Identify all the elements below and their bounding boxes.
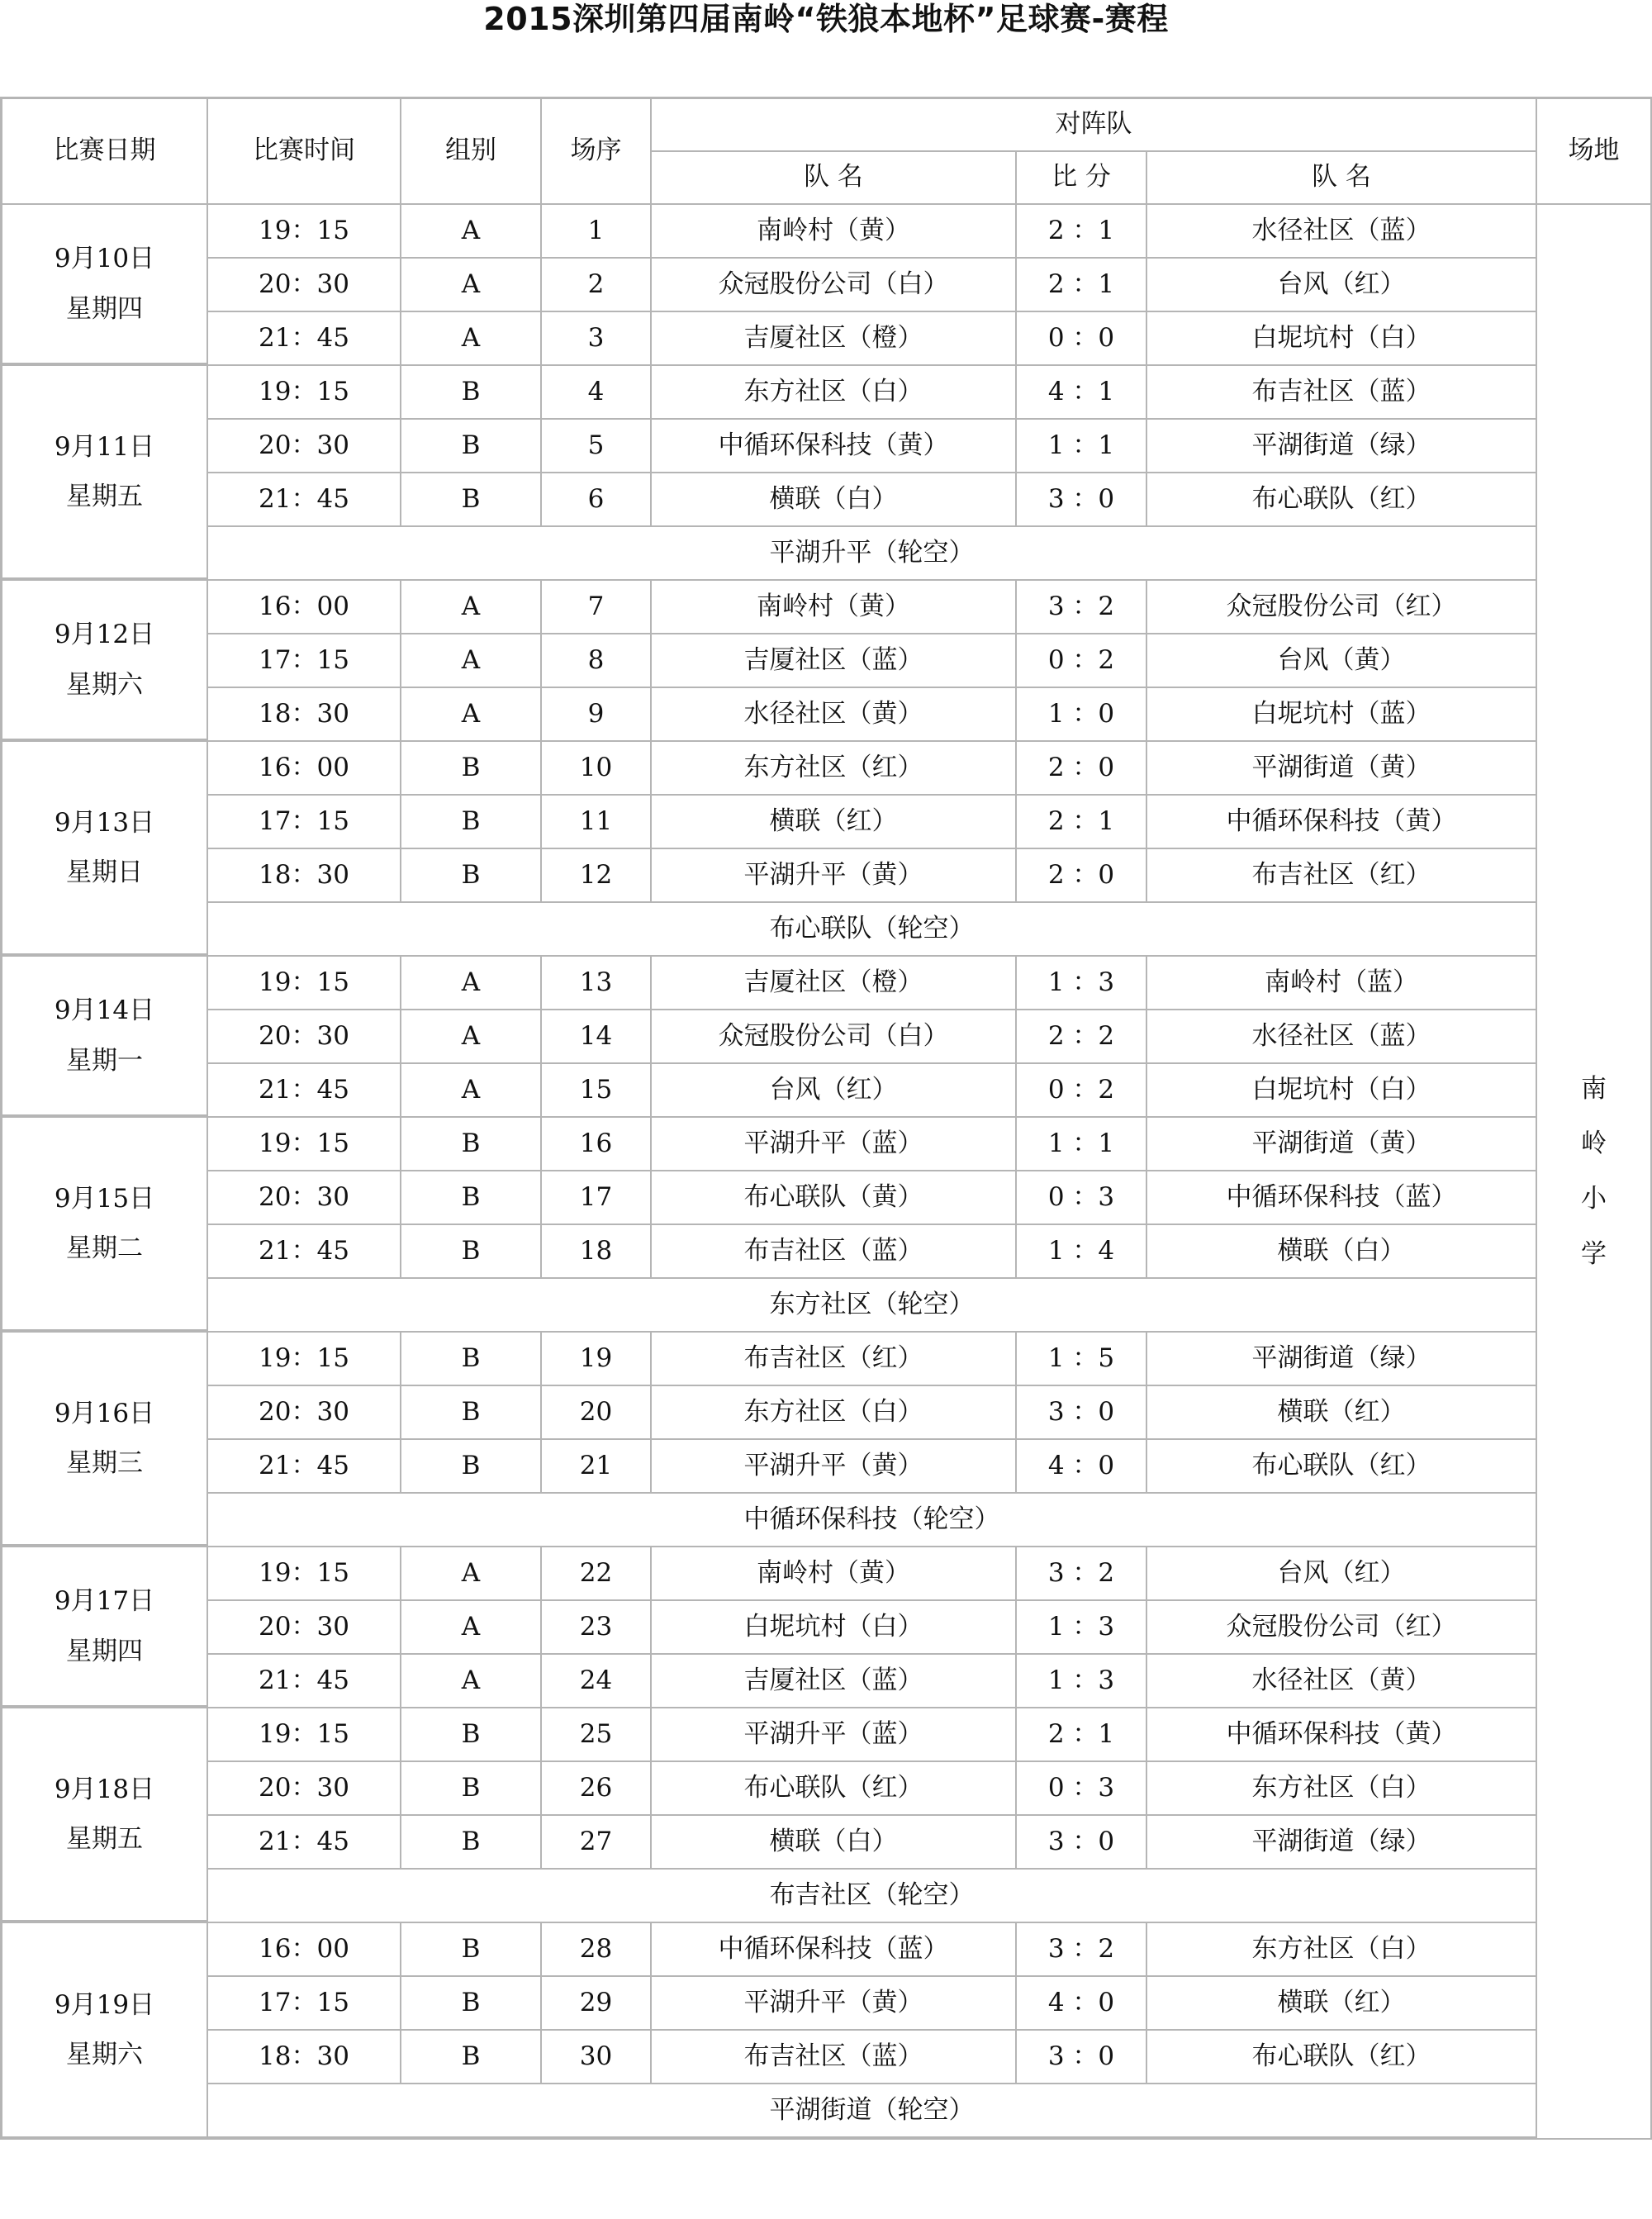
match-time: 19：15 bbox=[208, 957, 401, 1010]
match-seq: 8 bbox=[542, 634, 652, 688]
match-row bbox=[0, 1655, 1652, 1708]
team2-name: 众冠股份公司（红） bbox=[1147, 581, 1537, 634]
team1-name: 布心联队（黄） bbox=[652, 1171, 1017, 1225]
match-time: 20：30 bbox=[208, 1762, 401, 1816]
match-group: A bbox=[401, 688, 542, 742]
match-seq: 3 bbox=[542, 312, 652, 366]
team2-name: 白坭坑村（蓝） bbox=[1147, 688, 1537, 742]
match-seq: 10 bbox=[542, 742, 652, 796]
match-seq: 24 bbox=[542, 1655, 652, 1708]
match-group: A bbox=[401, 1655, 542, 1708]
weekday-label: 星期四 bbox=[66, 293, 143, 324]
match-group: B bbox=[401, 1386, 542, 1440]
team1-name: 布吉社区（蓝） bbox=[652, 2031, 1017, 2084]
match-score: 2 ：1 bbox=[1017, 796, 1147, 849]
match-score: 0 ：2 bbox=[1017, 1064, 1147, 1118]
team2-name: 中循环保科技（黄） bbox=[1147, 1708, 1537, 1762]
team1-name: 吉厦社区（橙） bbox=[652, 312, 1017, 366]
match-score: 2 ：2 bbox=[1017, 1010, 1147, 1064]
match-score: 3 ：2 bbox=[1017, 581, 1147, 634]
match-time: 17：15 bbox=[208, 634, 401, 688]
match-row bbox=[0, 2031, 1652, 2084]
match-seq: 19 bbox=[542, 1333, 652, 1386]
bye-row bbox=[0, 1494, 1652, 1547]
match-seq: 11 bbox=[542, 796, 652, 849]
match-time: 19：15 bbox=[208, 1333, 401, 1386]
match-time: 20：30 bbox=[208, 1010, 401, 1064]
match-row bbox=[0, 1977, 1652, 2031]
match-time: 18：30 bbox=[208, 688, 401, 742]
team2-name: 台风（红） bbox=[1147, 1547, 1537, 1601]
match-seq: 2 bbox=[542, 259, 652, 312]
team2-name: 平湖街道（黄） bbox=[1147, 742, 1537, 796]
match-score: 3 ：0 bbox=[1017, 1816, 1147, 1870]
match-time: 16：00 bbox=[208, 742, 401, 796]
bye-row bbox=[0, 1279, 1652, 1333]
header-seq: 场序 bbox=[542, 97, 652, 205]
match-row bbox=[0, 1708, 1652, 1762]
match-group: B bbox=[401, 1333, 542, 1386]
match-time: 21：45 bbox=[208, 1655, 401, 1708]
match-group: B bbox=[401, 849, 542, 903]
team1-name: 横联（白） bbox=[652, 1816, 1017, 1870]
team2-name: 平湖街道（绿） bbox=[1147, 1333, 1537, 1386]
team1-name: 南岭村（黄） bbox=[652, 205, 1017, 259]
bye-row bbox=[0, 527, 1652, 581]
match-time: 19：15 bbox=[208, 366, 401, 420]
header-group: 组别 bbox=[401, 97, 542, 205]
match-group: B bbox=[401, 1816, 542, 1870]
match-row bbox=[0, 312, 1652, 366]
match-date bbox=[0, 957, 208, 1118]
match-row bbox=[0, 957, 1652, 1010]
header-team2: 队 名 bbox=[1147, 152, 1537, 205]
bye-team: 东方社区（轮空） bbox=[208, 1279, 1537, 1333]
weekday-label: 星期一 bbox=[66, 1045, 143, 1076]
match-date bbox=[0, 742, 208, 957]
weekday-label: 星期二 bbox=[66, 1233, 143, 1263]
team1-name: 平湖升平（蓝） bbox=[652, 1118, 1017, 1171]
match-group: B bbox=[401, 1118, 542, 1171]
match-seq: 27 bbox=[542, 1816, 652, 1870]
match-time: 21：45 bbox=[208, 1816, 401, 1870]
team1-name: 东方社区（白） bbox=[652, 366, 1017, 420]
match-time: 19：15 bbox=[208, 1547, 401, 1601]
page-title: 2015深圳第四届南岭“铁狼本地杯”足球赛-赛程 bbox=[483, 1, 1169, 37]
match-seq: 30 bbox=[542, 2031, 652, 2084]
team2-name: 东方社区（白） bbox=[1147, 1762, 1537, 1816]
match-seq: 17 bbox=[542, 1171, 652, 1225]
date-label: 9月18日 bbox=[54, 1774, 155, 1804]
match-time: 21：45 bbox=[208, 473, 401, 527]
match-group: A bbox=[401, 259, 542, 312]
date-label: 9月15日 bbox=[54, 1183, 155, 1214]
header-team1: 队 名 bbox=[652, 152, 1017, 205]
header-venue: 场地 bbox=[1537, 97, 1652, 205]
team1-name: 中循环保科技（黄） bbox=[652, 420, 1017, 473]
match-seq: 23 bbox=[542, 1601, 652, 1655]
match-row bbox=[0, 259, 1652, 312]
match-score: 0 ：3 bbox=[1017, 1171, 1147, 1225]
match-group: B bbox=[401, 1977, 542, 2031]
match-time: 20：30 bbox=[208, 420, 401, 473]
match-row bbox=[0, 1171, 1652, 1225]
match-score: 3 ：2 bbox=[1017, 1547, 1147, 1601]
match-group: A bbox=[401, 1010, 542, 1064]
match-date bbox=[0, 205, 208, 366]
match-row bbox=[0, 1762, 1652, 1816]
team1-name: 平湖升平（黄） bbox=[652, 1440, 1017, 1494]
match-seq: 21 bbox=[542, 1440, 652, 1494]
match-time: 21：45 bbox=[208, 1064, 401, 1118]
match-group: B bbox=[401, 1225, 542, 1279]
team2-name: 台风（黄） bbox=[1147, 634, 1537, 688]
team2-name: 台风（红） bbox=[1147, 259, 1537, 312]
match-time: 16：00 bbox=[208, 581, 401, 634]
match-row bbox=[0, 1118, 1652, 1171]
match-group: A bbox=[401, 1601, 542, 1655]
match-row bbox=[0, 1440, 1652, 1494]
bye-row bbox=[0, 1870, 1652, 1923]
match-score: 2 ：0 bbox=[1017, 849, 1147, 903]
team2-name: 南岭村（蓝） bbox=[1147, 957, 1537, 1010]
match-score: 0 ：2 bbox=[1017, 634, 1147, 688]
match-time: 18：30 bbox=[208, 849, 401, 903]
date-label: 9月19日 bbox=[54, 1989, 155, 2020]
match-row bbox=[0, 1601, 1652, 1655]
match-row bbox=[0, 1816, 1652, 1870]
team1-name: 平湖升平（黄） bbox=[652, 1977, 1017, 2031]
team1-name: 平湖升平（黄） bbox=[652, 849, 1017, 903]
match-time: 21：45 bbox=[208, 1440, 401, 1494]
date-label: 9月13日 bbox=[54, 807, 155, 838]
team2-name: 水径社区（蓝） bbox=[1147, 205, 1537, 259]
team1-name: 白坭坑村（白） bbox=[652, 1601, 1017, 1655]
match-seq: 15 bbox=[542, 1064, 652, 1118]
team2-name: 水径社区（蓝） bbox=[1147, 1010, 1537, 1064]
team1-name: 台风（红） bbox=[652, 1064, 1017, 1118]
match-group: B bbox=[401, 1762, 542, 1816]
match-score: 1 ：1 bbox=[1017, 420, 1147, 473]
team1-name: 横联（红） bbox=[652, 796, 1017, 849]
team2-name: 横联（白） bbox=[1147, 1225, 1537, 1279]
match-seq: 16 bbox=[542, 1118, 652, 1171]
bye-team: 布心联队（轮空） bbox=[208, 903, 1537, 957]
date-label: 9月12日 bbox=[54, 620, 155, 650]
weekday-label: 星期四 bbox=[66, 1636, 143, 1666]
match-row bbox=[0, 1064, 1652, 1118]
match-seq: 1 bbox=[542, 205, 652, 259]
match-row bbox=[0, 742, 1652, 796]
team2-name: 布心联队（红） bbox=[1147, 473, 1537, 527]
match-date bbox=[0, 366, 208, 581]
venue-char: 学 bbox=[1581, 1238, 1607, 1269]
venue-char: 南 bbox=[1581, 1073, 1607, 1104]
match-group: B bbox=[401, 473, 542, 527]
match-score: 1 ：4 bbox=[1017, 1225, 1147, 1279]
match-row bbox=[0, 420, 1652, 473]
weekday-label: 星期三 bbox=[66, 1448, 143, 1478]
match-seq: 18 bbox=[542, 1225, 652, 1279]
match-score: 2 ：0 bbox=[1017, 742, 1147, 796]
team2-name: 横联（红） bbox=[1147, 1386, 1537, 1440]
match-time: 19：15 bbox=[208, 205, 401, 259]
match-row bbox=[0, 1923, 1652, 1977]
date-label: 9月10日 bbox=[54, 244, 155, 274]
schedule-body bbox=[0, 97, 1652, 2140]
match-time: 17：15 bbox=[208, 1977, 401, 2031]
date-label: 9月17日 bbox=[54, 1586, 155, 1617]
match-time: 20：30 bbox=[208, 1601, 401, 1655]
team1-name: 吉厦社区（橙） bbox=[652, 957, 1017, 1010]
weekday-label: 星期六 bbox=[66, 669, 143, 700]
team1-name: 吉厦社区（蓝） bbox=[652, 1655, 1017, 1708]
team2-name: 布心联队（红） bbox=[1147, 2031, 1537, 2084]
match-seq: 20 bbox=[542, 1386, 652, 1440]
team2-name: 白坭坑村（白） bbox=[1147, 312, 1537, 366]
match-seq: 6 bbox=[542, 473, 652, 527]
match-date bbox=[0, 1923, 208, 2140]
match-row bbox=[0, 1386, 1652, 1440]
bye-team: 平湖升平（轮空） bbox=[208, 527, 1537, 581]
team1-name: 东方社区（红） bbox=[652, 742, 1017, 796]
match-group: B bbox=[401, 796, 542, 849]
match-seq: 28 bbox=[542, 1923, 652, 1977]
team2-name: 平湖街道（绿） bbox=[1147, 420, 1537, 473]
date-label: 9月14日 bbox=[54, 995, 155, 1026]
team2-name: 中循环保科技（蓝） bbox=[1147, 1171, 1537, 1225]
bye-row bbox=[0, 903, 1652, 957]
team1-name: 平湖升平（蓝） bbox=[652, 1708, 1017, 1762]
match-group: A bbox=[401, 205, 542, 259]
match-group: A bbox=[401, 581, 542, 634]
match-row bbox=[0, 1333, 1652, 1386]
header-score: 比 分 bbox=[1017, 152, 1147, 205]
match-group: B bbox=[401, 1440, 542, 1494]
match-time: 20：30 bbox=[208, 259, 401, 312]
bye-team: 平湖街道（轮空） bbox=[208, 2084, 1537, 2140]
match-group: B bbox=[401, 420, 542, 473]
team2-name: 中循环保科技（黄） bbox=[1147, 796, 1537, 849]
header-date: 比赛日期 bbox=[0, 97, 208, 205]
team2-name: 平湖街道（黄） bbox=[1147, 1118, 1537, 1171]
team2-name: 水径社区（黄） bbox=[1147, 1655, 1537, 1708]
match-seq: 4 bbox=[542, 366, 652, 420]
match-group: A bbox=[401, 634, 542, 688]
match-seq: 5 bbox=[542, 420, 652, 473]
match-time: 21：45 bbox=[208, 1225, 401, 1279]
match-row bbox=[0, 634, 1652, 688]
match-score: 4 ：1 bbox=[1017, 366, 1147, 420]
match-score: 1 ：5 bbox=[1017, 1333, 1147, 1386]
match-group: B bbox=[401, 1708, 542, 1762]
schedule-table bbox=[0, 97, 1652, 2140]
match-score: 0 ：3 bbox=[1017, 1762, 1147, 1816]
team1-name: 中循环保科技（蓝） bbox=[652, 1923, 1017, 1977]
team1-name: 布吉社区（红） bbox=[652, 1333, 1017, 1386]
match-time: 16：00 bbox=[208, 1923, 401, 1977]
match-group: A bbox=[401, 957, 542, 1010]
match-time: 19：15 bbox=[208, 1708, 401, 1762]
match-seq: 22 bbox=[542, 1547, 652, 1601]
header-matchup: 对阵队 bbox=[652, 97, 1537, 152]
match-score: 1 ：3 bbox=[1017, 957, 1147, 1010]
match-row bbox=[0, 205, 1652, 259]
match-row bbox=[0, 473, 1652, 527]
match-row bbox=[0, 796, 1652, 849]
match-date bbox=[0, 1118, 208, 1333]
match-seq: 14 bbox=[542, 1010, 652, 1064]
match-row bbox=[0, 1547, 1652, 1601]
match-time: 21：45 bbox=[208, 312, 401, 366]
team1-name: 众冠股份公司（白） bbox=[652, 1010, 1017, 1064]
match-score: 2 ：1 bbox=[1017, 259, 1147, 312]
match-seq: 12 bbox=[542, 849, 652, 903]
match-time: 17：15 bbox=[208, 796, 401, 849]
match-score: 3 ：0 bbox=[1017, 473, 1147, 527]
match-date bbox=[0, 581, 208, 742]
match-group: B bbox=[401, 366, 542, 420]
team1-name: 众冠股份公司（白） bbox=[652, 259, 1017, 312]
bye-row bbox=[0, 2084, 1652, 2140]
header-row bbox=[0, 97, 1652, 152]
match-score: 0 ：0 bbox=[1017, 312, 1147, 366]
team2-name: 平湖街道（绿） bbox=[1147, 1816, 1537, 1870]
team1-name: 南岭村（黄） bbox=[652, 581, 1017, 634]
team2-name: 众冠股份公司（红） bbox=[1147, 1601, 1537, 1655]
match-date bbox=[0, 1708, 208, 1923]
date-label: 9月11日 bbox=[54, 431, 155, 462]
match-group: A bbox=[401, 1064, 542, 1118]
match-time: 20：30 bbox=[208, 1386, 401, 1440]
match-score: 2 ：1 bbox=[1017, 1708, 1147, 1762]
match-group: B bbox=[401, 742, 542, 796]
team1-name: 布吉社区（蓝） bbox=[652, 1225, 1017, 1279]
match-score: 1 ：3 bbox=[1017, 1655, 1147, 1708]
match-row bbox=[0, 581, 1652, 634]
match-row bbox=[0, 1010, 1652, 1064]
match-seq: 29 bbox=[542, 1977, 652, 2031]
match-seq: 26 bbox=[542, 1762, 652, 1816]
match-score: 1 ：3 bbox=[1017, 1601, 1147, 1655]
match-score: 3 ：0 bbox=[1017, 2031, 1147, 2084]
team2-name: 布吉社区（红） bbox=[1147, 849, 1537, 903]
team1-name: 东方社区（白） bbox=[652, 1386, 1017, 1440]
match-score: 4 ：0 bbox=[1017, 1977, 1147, 2031]
match-group: B bbox=[401, 1171, 542, 1225]
match-seq: 13 bbox=[542, 957, 652, 1010]
match-seq: 9 bbox=[542, 688, 652, 742]
bye-team: 中循环保科技（轮空） bbox=[208, 1494, 1537, 1547]
team2-name: 布吉社区（蓝） bbox=[1147, 366, 1537, 420]
match-row bbox=[0, 366, 1652, 420]
match-seq: 25 bbox=[542, 1708, 652, 1762]
weekday-label: 星期六 bbox=[66, 2040, 143, 2069]
venue-char: 小 bbox=[1581, 1184, 1607, 1214]
match-time: 20：30 bbox=[208, 1171, 401, 1225]
bye-team: 布吉社区（轮空） bbox=[208, 1870, 1537, 1923]
venue-cell bbox=[1537, 205, 1652, 2140]
team2-name: 布心联队（红） bbox=[1147, 1440, 1537, 1494]
match-date bbox=[0, 1333, 208, 1547]
header-time: 比赛时间 bbox=[208, 97, 401, 205]
match-group: A bbox=[401, 312, 542, 366]
venue-char: 岭 bbox=[1581, 1129, 1607, 1159]
team1-name: 吉厦社区（蓝） bbox=[652, 634, 1017, 688]
match-score: 2 ：1 bbox=[1017, 205, 1147, 259]
team2-name: 横联（红） bbox=[1147, 1977, 1537, 2031]
weekday-label: 星期五 bbox=[66, 1824, 143, 1854]
team1-name: 南岭村（黄） bbox=[652, 1547, 1017, 1601]
match-time: 19：15 bbox=[208, 1118, 401, 1171]
weekday-label: 星期日 bbox=[66, 858, 143, 887]
team1-name: 布心联队（红） bbox=[652, 1762, 1017, 1816]
match-time: 18：30 bbox=[208, 2031, 401, 2084]
match-score: 1 ：0 bbox=[1017, 688, 1147, 742]
match-group: A bbox=[401, 1547, 542, 1601]
match-score: 4 ：0 bbox=[1017, 1440, 1147, 1494]
match-score: 3 ：2 bbox=[1017, 1923, 1147, 1977]
match-date bbox=[0, 1547, 208, 1708]
team2-name: 东方社区（白） bbox=[1147, 1923, 1537, 1977]
match-row bbox=[0, 849, 1652, 903]
date-label: 9月16日 bbox=[54, 1398, 155, 1428]
match-row bbox=[0, 688, 1652, 742]
match-score: 3 ：0 bbox=[1017, 1386, 1147, 1440]
team1-name: 水径社区（黄） bbox=[652, 688, 1017, 742]
weekday-label: 星期五 bbox=[66, 482, 143, 511]
match-seq: 7 bbox=[542, 581, 652, 634]
match-group: B bbox=[401, 2031, 542, 2084]
team2-name: 白坭坑村（白） bbox=[1147, 1064, 1537, 1118]
match-row bbox=[0, 1225, 1652, 1279]
match-group: B bbox=[401, 1923, 542, 1977]
team1-name: 横联（白） bbox=[652, 473, 1017, 527]
match-score: 1 ：1 bbox=[1017, 1118, 1147, 1171]
